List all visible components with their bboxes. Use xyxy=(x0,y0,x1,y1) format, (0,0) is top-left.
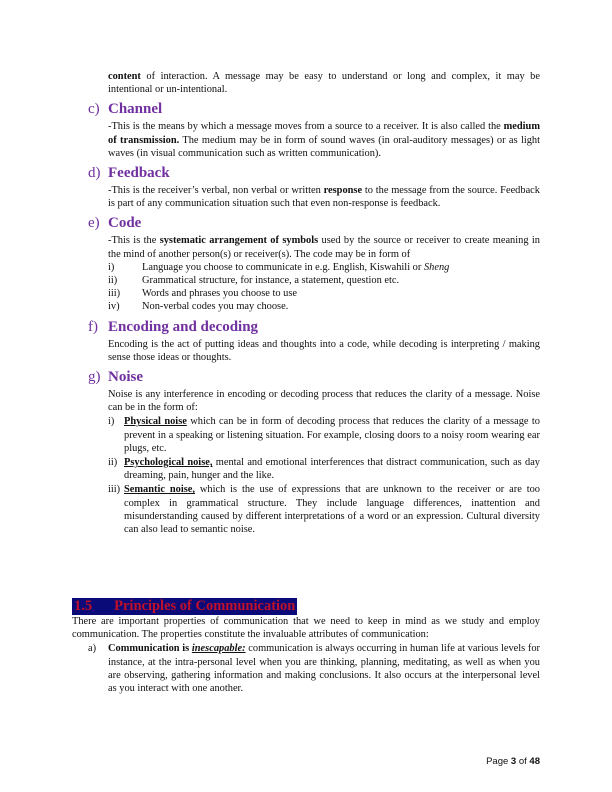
item-number: a) xyxy=(88,643,97,655)
heading-letter: d) xyxy=(88,165,101,182)
item-number: i) xyxy=(108,416,115,428)
item-text: communication is always occurring in human life at various levels for instance, at the intra-personal level when you are thinking, planning, meditating, as well as when you are observing, gathering information and making conclusions. It also occurs at the interpersonal level as you interact with one another. xyxy=(108,643,540,695)
heading-code xyxy=(88,214,540,232)
text: The medium may be in form of sound waves (in oral-auditory messages) or as light waves (in visual communication such as written communication). xyxy=(108,134,540,159)
section-title: Principles of Communication xyxy=(114,598,296,614)
item-number: i) xyxy=(108,261,115,273)
bold-text: systematic arrangement of symbols xyxy=(159,235,319,247)
heading-title: Encoding and decoding xyxy=(108,318,259,335)
heading-letter: f) xyxy=(88,318,98,335)
item-number: iv) xyxy=(108,301,120,313)
principles-intro: There are important properties of communication that we need to keep in mind as we study and employ communication. The properties constitute the invaluable attributes of communication: xyxy=(72,616,540,641)
item-text: which can be in form of decoding process that reduces the clarity of a message to prevent in a speaking or listening situation. For example, closing doors to a noisy room wearing ear plugs, etc. xyxy=(124,416,540,454)
feedback-paragraph xyxy=(108,184,540,210)
item-text: Non-verbal codes you may choose. xyxy=(142,301,289,313)
noise-item xyxy=(108,415,540,455)
heading-letter: e) xyxy=(88,215,100,232)
item-term: Psychological noise, xyxy=(124,457,213,469)
encoding-paragraph: Encoding is the act of putting ideas and thoughts into a code, while decoding is interpreting / making sense those ideas or thoughts. xyxy=(108,338,540,363)
heading-channel xyxy=(88,100,540,118)
principles-section xyxy=(72,598,540,695)
bold-text: medium of transmission. xyxy=(108,121,540,146)
item-term: Physical noise xyxy=(124,416,187,428)
text: used by the source or receiver to create meaning in the mind of another person(s) or receiver(s). The code may be in form of xyxy=(108,235,540,260)
heading-noise xyxy=(88,368,540,386)
text: -This is the xyxy=(108,235,160,247)
section-number: 1.5 xyxy=(74,598,93,614)
item-text: which is the use of expressions that are unknown to the receiver or are too complex in grammatical structure. They include language differences, inattention and misunderstanding caused by different interpretations of a word or an expression. Cultural diversity can also lead to semantic noise. xyxy=(124,484,540,536)
item-text: mental and emotional interferences that distract communication, such as day dreaming, pain, hunger and the like. xyxy=(124,457,540,482)
noise-paragraph: Noise is any interference in encoding or decoding process that reduces the clarity of a message. Noise can be in the form of: xyxy=(108,389,540,414)
noise-item xyxy=(108,483,540,536)
code-item xyxy=(108,274,540,287)
item-text: Grammatical structure, for instance, a statement, question etc. xyxy=(142,275,400,287)
bold-text: response xyxy=(323,185,363,197)
text: to the message from the source. Feedback is part of any communication situation such that even non-response is feedback. xyxy=(108,185,540,210)
principle-item xyxy=(88,642,540,695)
item-bold: Communication is xyxy=(108,643,192,655)
code-item xyxy=(108,300,540,313)
code-item xyxy=(108,287,540,300)
item-number: iii) xyxy=(108,288,121,300)
channel-paragraph xyxy=(108,120,540,160)
page-label: Page xyxy=(486,756,511,767)
body-column xyxy=(88,70,540,536)
page-number xyxy=(486,755,540,768)
heading-letter: c) xyxy=(88,101,100,118)
of-label: of xyxy=(516,756,530,767)
intro-text: of interaction. A message may be easy to understand or long and complex, it may be intentional or un-intentional. xyxy=(108,71,540,96)
item-italic: Sheng xyxy=(423,261,450,273)
item-number: ii) xyxy=(108,275,118,287)
intro-paragraph xyxy=(108,70,540,96)
code-item xyxy=(108,261,540,274)
heading-letter: g) xyxy=(88,369,101,386)
item-text: Words and phrases you choose to use xyxy=(142,288,297,300)
item-term: inescapable: xyxy=(191,643,246,655)
intro-bold: content xyxy=(108,71,141,82)
section-heading xyxy=(72,598,297,615)
code-paragraph xyxy=(108,234,540,260)
item-number: iii) xyxy=(108,484,121,496)
heading-encoding xyxy=(88,318,540,336)
total-pages: 48 xyxy=(529,756,540,767)
heading-feedback xyxy=(88,164,540,182)
item-text: Language you choose to communicate in e.g. English, Kiswahili or xyxy=(142,261,424,273)
heading-title: Channel xyxy=(108,101,163,118)
heading-title: Noise xyxy=(108,369,143,386)
heading-title: Code xyxy=(108,215,142,232)
text: -This is the means by which a message moves from a source to a receiver. It is also called the xyxy=(108,121,504,133)
current-page: 3 xyxy=(510,756,517,767)
item-number: ii) xyxy=(108,457,118,469)
noise-item xyxy=(108,456,540,482)
text: -This is the receiver’s verbal, non verbal or written xyxy=(108,185,324,197)
item-term: Semantic noise, xyxy=(124,484,195,496)
heading-title: Feedback xyxy=(108,165,170,182)
